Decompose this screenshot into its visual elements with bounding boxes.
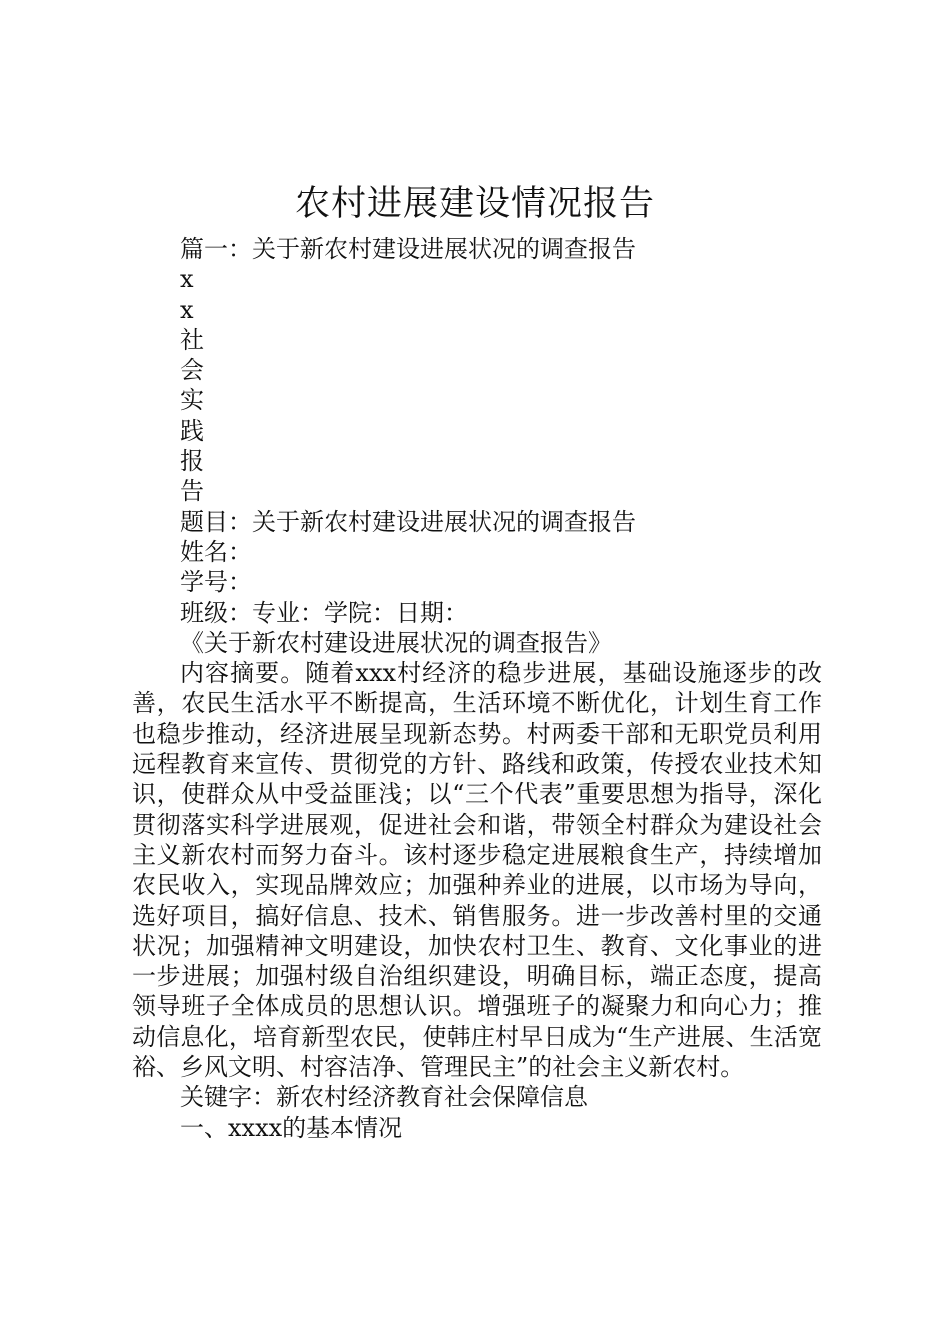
class-info-line: 班级：专业：学院：日期： — [180, 598, 468, 627]
name-label: 姓名： — [180, 537, 252, 566]
cover-line: 实 — [180, 386, 204, 415]
cover-line: 告 — [180, 477, 204, 506]
abstract-paragraph: 内容摘要。随着xxx村经济的稳步进展，基础设施逐步的改善，农民生活水平不断提高，生活环境不断优化，计划生育工作也稳步推动，经济进展呈现新态势。村两委干部和无职党员利用远程教育来宣传、贯彻党的方针、路线和政策，传授农业技术知识，使群众从中受益匪浅；以“三个代表”重要思想为指导，深化贯彻落实科学进展观，促进社会和谐，带领全村群众为建设社会主义新农村而努力奋斗。该村逐步稳定进展粮食生产，持续增加农民收入，实现品牌效应；加强种养业的进展，以市场为导向，选好项目，搞好信息、技术、销售服务。进一步改善村里的交通状况；加强精神文明建设，加快农村卫生、教育、文化事业的进一步进展；加强村级自治组织建设，明确目标，端正态度，提高领导班子全体成员的思想认识。增强班子的凝聚力和向心力；推动信息化，培育新型农民，使韩庄村早日成为“生产进展、生活宽裕、乡风文明、村容洁净、管理民主”的社会主义新农村。 — [132, 659, 822, 1082]
report-title: 《关于新农村建设进展状况的调查报告》 — [180, 628, 612, 657]
cover-line: 践 — [180, 416, 204, 445]
section-heading: 篇一：关于新农村建设进展状况的调查报告 — [180, 235, 636, 263]
cover-line: 社 — [180, 325, 204, 354]
topic-line: 题目：关于新农村建设进展状况的调查报告 — [180, 507, 636, 536]
document-title: 农村进展建设情况报告 — [294, 184, 655, 224]
cover-line: 会 — [180, 356, 204, 385]
student-id-label: 学号： — [180, 568, 252, 597]
cover-line: x — [180, 265, 194, 294]
keywords-line: 关键字：新农村经济教育社会保障信息 — [180, 1083, 588, 1112]
section-1-heading: 一、xxxx的基本情况 — [180, 1113, 403, 1142]
cover-line: x — [180, 295, 194, 324]
cover-line: 报 — [180, 447, 204, 476]
document-body — [132, 234, 822, 1143]
